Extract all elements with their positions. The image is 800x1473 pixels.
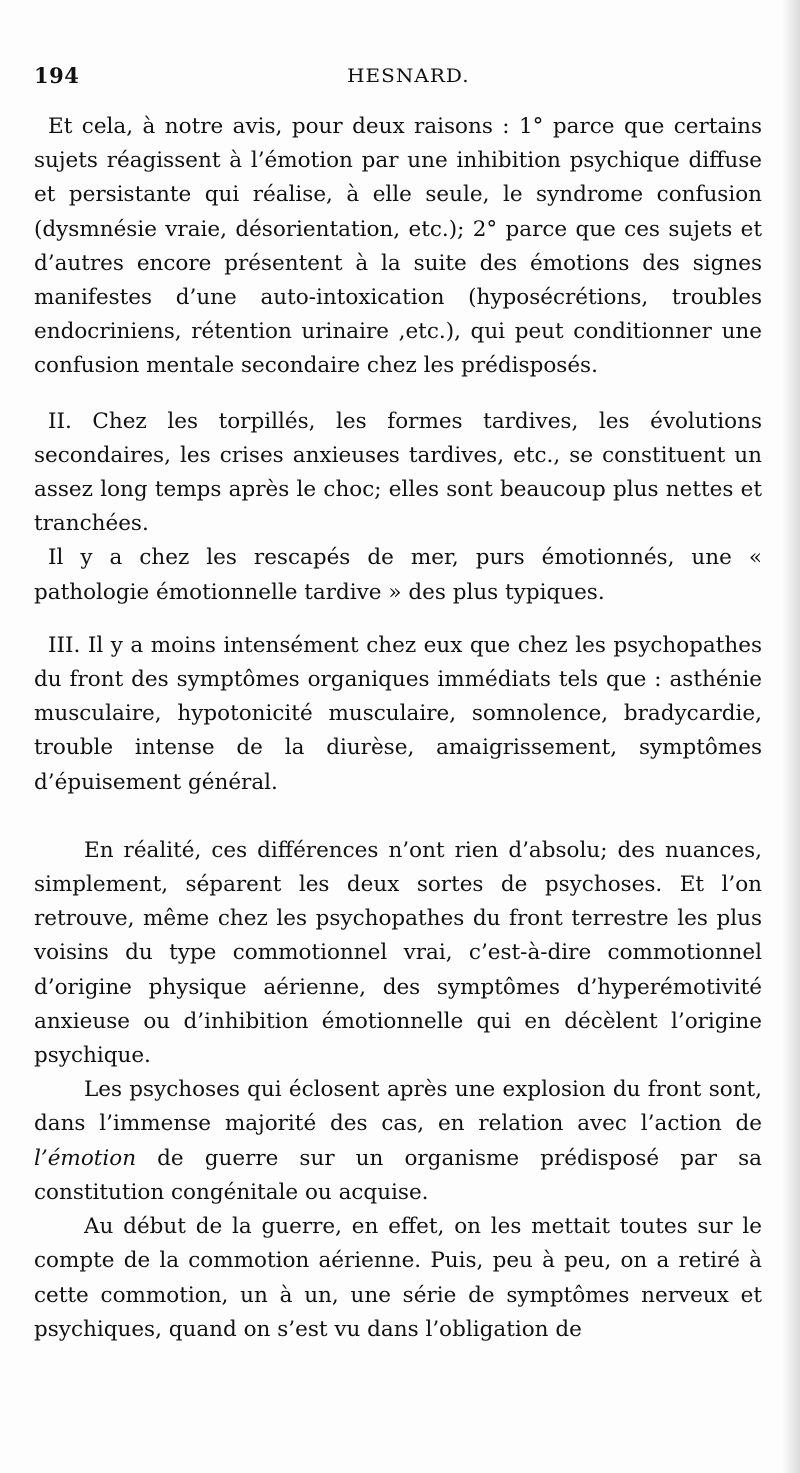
paragraph-section-ii: II. Chez les torpillés, les formes tardives, les évolutions secondaires, les crises anxieuses tardives, etc., se constituent un assez long temps après le choc; elles sont beaucoup plus nettes et tranchées. xyxy=(34,408,762,537)
body-text xyxy=(34,110,762,1347)
paragraph-psychoses xyxy=(34,1073,762,1210)
paragraph-reasons: Et cela, à notre avis, pour deux raisons : 1° parce que certains sujets réagissent à l’émotion par une inhibition psychique diffuse et persistante qui réalise, à elle seule, le syndrome confusion (dysmnésie vraie, désorientation, etc.); 2° parce que ces sujets et d’autres encore présentent à la suite des émotions des signes manifestes d’une auto-intoxication (hyposécrétions, troubles endocriniens, rétention urinaire ,etc.), qui peut conditionner une confusion mentale secondaire chez les prédisposés. xyxy=(34,114,762,379)
paragraph-psychoses-start: Les psychoses qui éclosent après une explosion du front sont, dans l’immense majorité des cas, en relation avec l’action de xyxy=(34,1077,762,1137)
page-number: 194 xyxy=(34,63,80,88)
paragraph-rescapes: Il y a chez les rescapés de mer, purs émotionnés, une « pathologie émotionnelle tardive » des plus typiques. xyxy=(34,545,762,605)
paragraph-psychoses-end: de guerre sur un organisme prédisposé par sa constitution congénitale ou acquise. xyxy=(34,1145,762,1205)
emphasis-emotion: l’émotion xyxy=(34,1145,137,1171)
paragraph-debut-guerre: Au début de la guerre, en effet, on les mettait toutes sur le compte de la commotion aérienne. Puis, peu à peu, on a retiré à cette commotion, un à un, une série de symptômes nerveux et psychiques, quand on s’est vu dans l’obligation de xyxy=(34,1214,762,1342)
paragraph-realite: En réalité, ces différences n’ont rien d’absolu; des nuances, simplement, séparent les deux sortes de psychoses. Et l’on retrouve, même chez les psychopathes du front terrestre les plus voisins du type commotionnel vrai, c’est-à-dire commotionnel d’origine physique aérienne, des symptômes d’hyperémotivité anxieuse ou d’inhibition émotionnelle qui en décèlent l’origine psychique. xyxy=(34,837,762,1069)
page-edge-shadow xyxy=(782,0,800,1473)
paragraph-section-iii: III. Il y a moins intensément chez eux que chez les psychopathes du front des symptômes organiques immédiats tels que : asthénie musculaire, hypotonicité musculaire, somnolence, bradycardie, trouble intense de la diurèse, amaigrissement, symptômes d’épuisement général. xyxy=(34,632,762,795)
running-head: HESNARD. xyxy=(347,65,470,87)
page-header xyxy=(34,63,764,95)
